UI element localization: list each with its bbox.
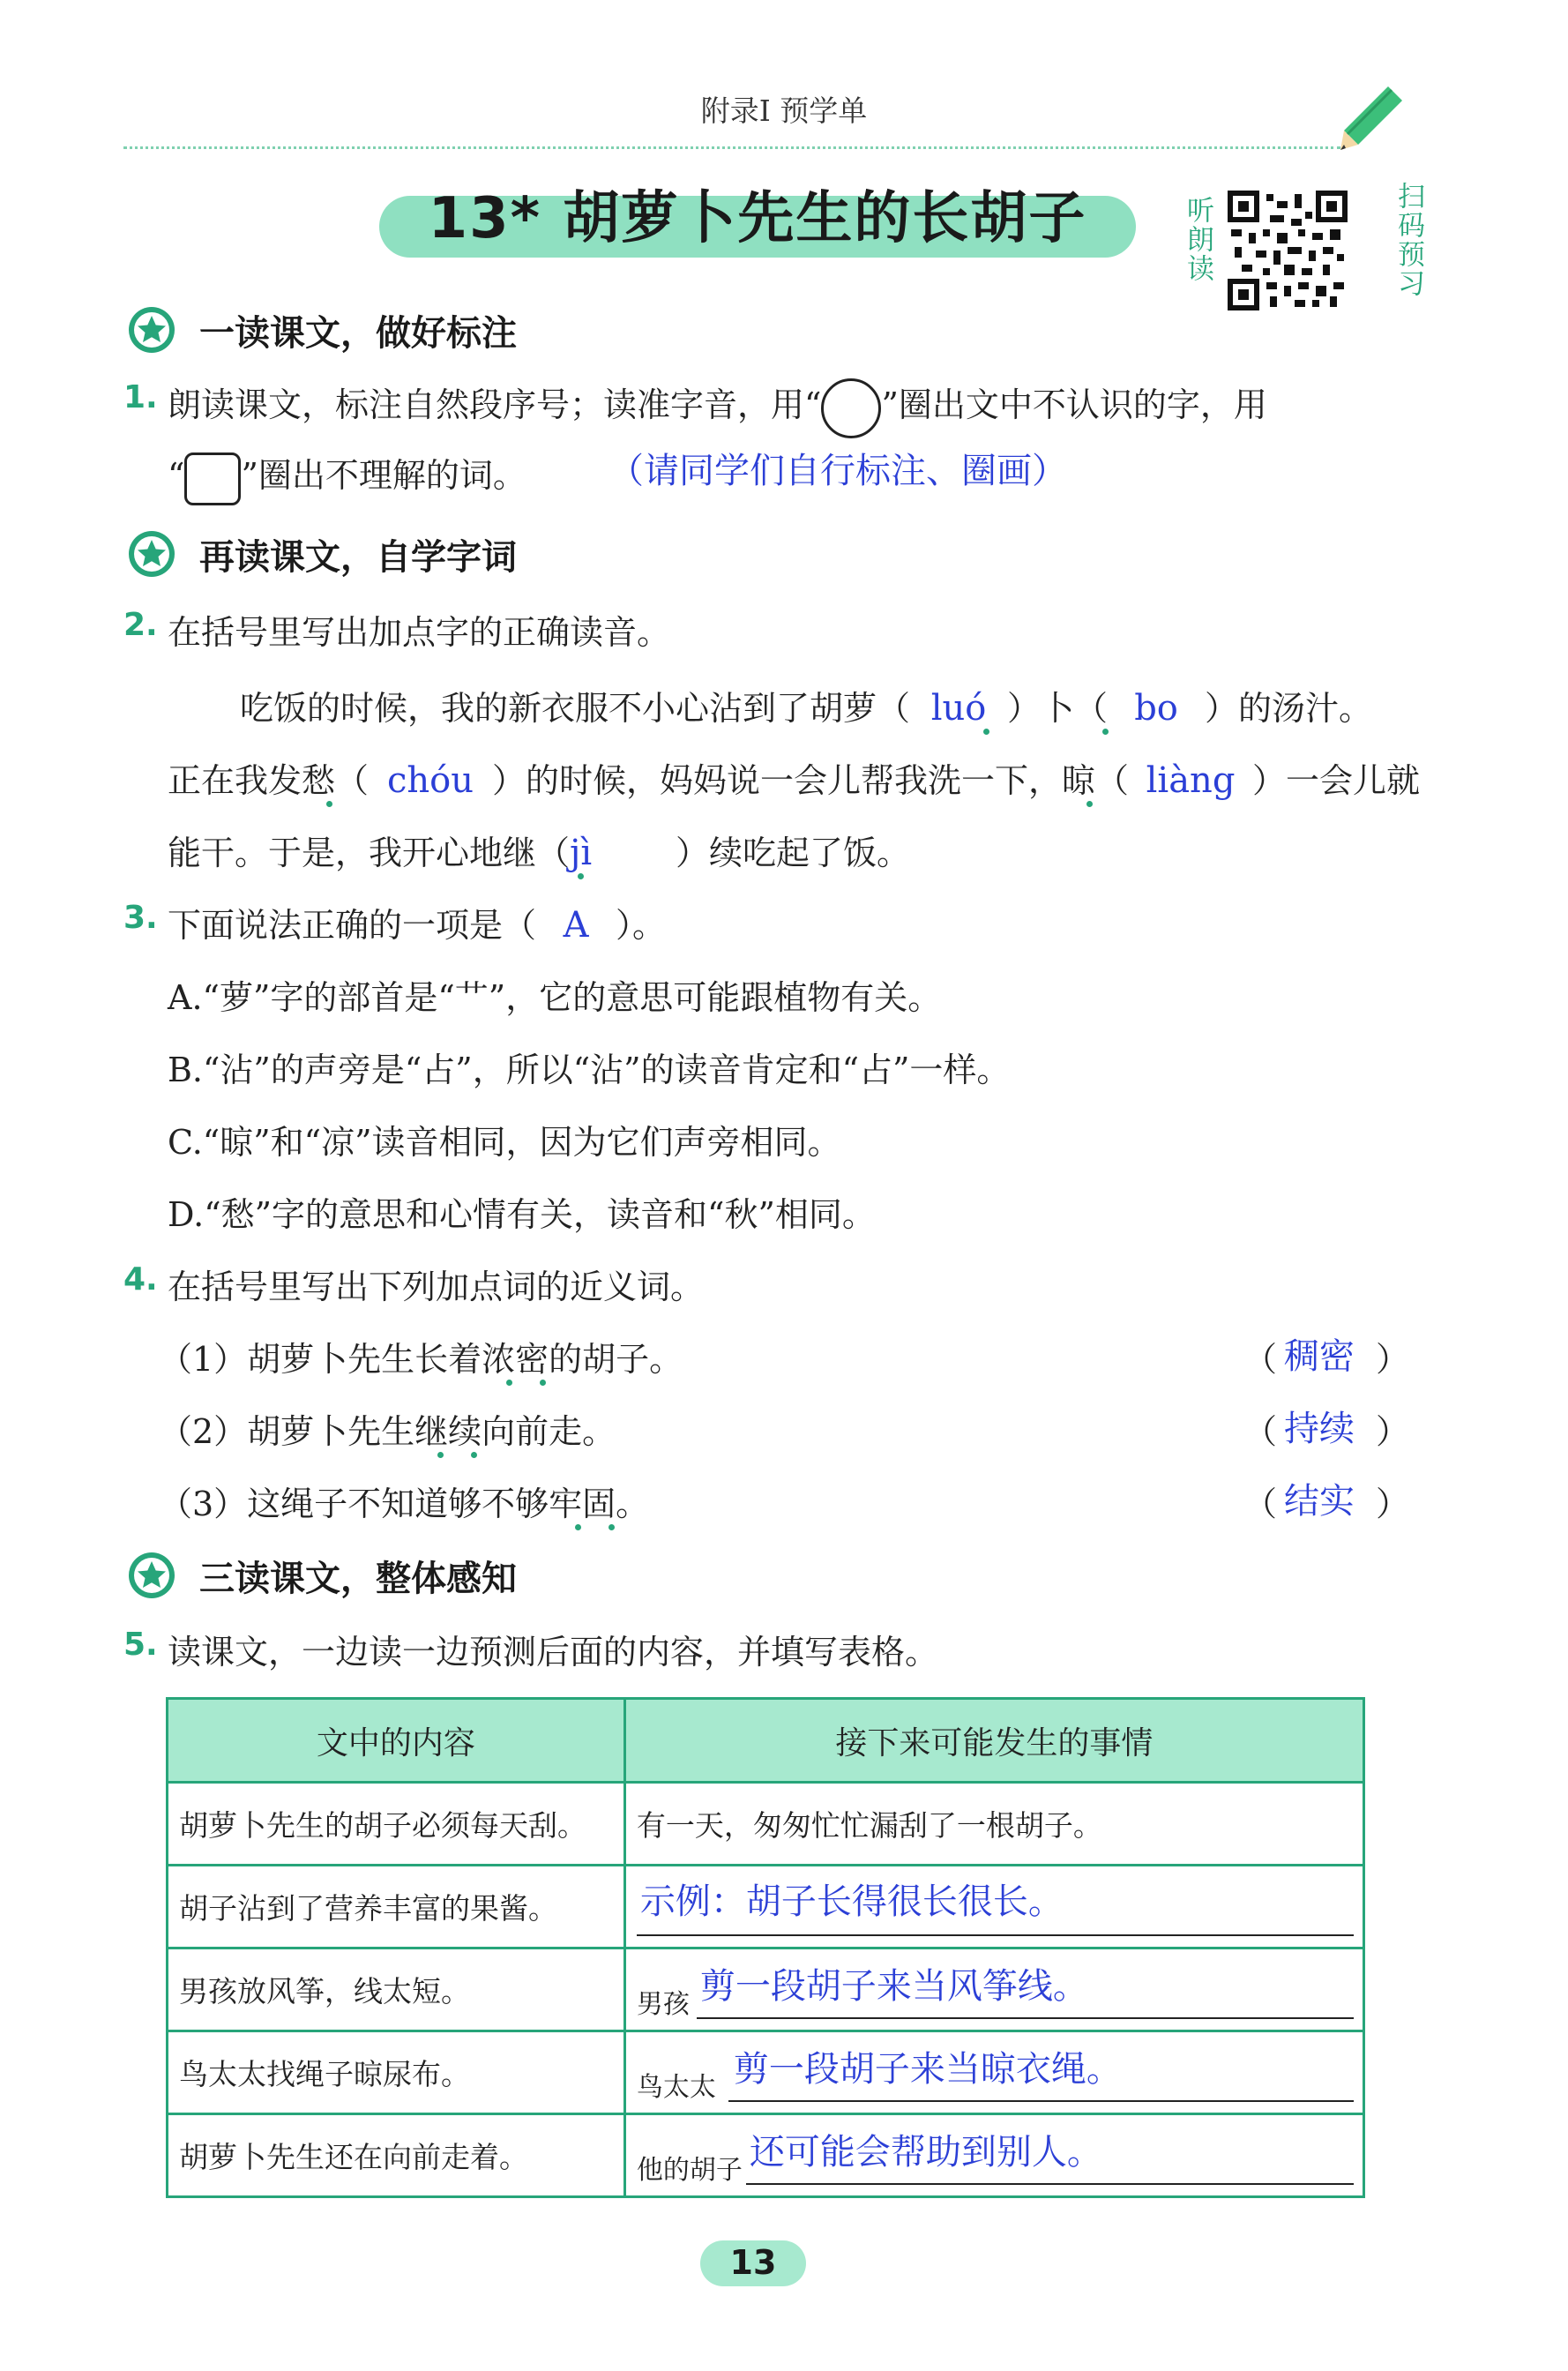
q3-prompt: 下面说法正确的一项是（ A ）。 (168, 905, 667, 946)
row-prefix: 男孩 (636, 1989, 690, 2020)
q4-item-3: （3）这绳子不知道够不够牢固。 (159, 1485, 650, 1523)
star-badge-icon (127, 1551, 176, 1600)
table-row (168, 2031, 1364, 2114)
q2-prompt: 在括号里写出加点字的正确读音。 (168, 613, 671, 652)
section-title-3: 三读课文，整体感知 (199, 1559, 517, 1599)
emphasis-dot (326, 801, 332, 807)
pencil-icon (1333, 81, 1406, 153)
q2-passage-line1: 吃饭的时候，我的新衣服不小心沾到了胡萝（ luó ）卜（ bo ）的汤汁。 (240, 688, 1373, 729)
emphasis-dot (609, 1524, 615, 1530)
row-content: 男孩放风筝，线太短。 (179, 1974, 470, 2008)
table-row (168, 2114, 1364, 2197)
header-divider (123, 146, 1340, 149)
table-header-row (168, 1699, 1364, 1783)
emphasis-dot (983, 729, 989, 735)
table-header-prediction: 接下来可能发生的事情 (624, 1699, 1363, 1783)
emphasis-dot (1102, 729, 1109, 735)
section-title-1: 一读课文，做好标注 (199, 313, 517, 354)
q4-item-2: （2）胡萝卜先生继续向前走。 (159, 1412, 616, 1451)
circle-symbol (821, 378, 881, 438)
q3-option-c: C.“晾”和“凉”读音相同，因为它们声旁相同。 (168, 1123, 841, 1162)
q1-line1: 朗读课文，标注自然段序号；读准字音，用“ ”圈出文中不认识的字，用 (168, 378, 1267, 438)
q4-bracket-open: （ (1243, 1340, 1278, 1379)
emphasis-dot (506, 1380, 512, 1386)
box-symbol (184, 453, 241, 505)
q4-bracket-open: （ (1243, 1485, 1278, 1523)
emphasis-dot (437, 1452, 444, 1458)
row-prefix: 他的胡子 (636, 2155, 743, 2186)
row-content: 胡子沾到了营养丰富的果酱。 (179, 1891, 557, 1926)
q3-option-d: D.“愁”字的意思和心情有关，读音和“秋”相同。 (168, 1195, 876, 1234)
q5-prompt: 读课文，一边读一边预测后面的内容，并填写表格。 (168, 1633, 939, 1672)
row-answer: 示例：胡子长得很长很长。 (639, 1881, 1064, 1922)
section-title-2: 再读课文，自学字词 (199, 537, 517, 578)
listen-read-label: 听朗读 (1182, 196, 1213, 283)
question-number-1: 1. (123, 379, 158, 415)
table-row (168, 1948, 1364, 2031)
page-number: 13 (729, 2243, 777, 2282)
row-content: 胡萝卜先生的胡子必须每天刮。 (179, 1808, 586, 1843)
q4-bracket-close: ） (1376, 1412, 1410, 1451)
row-answer: 还可能会帮助到别人。 (749, 2132, 1102, 2173)
emphasis-dot (578, 873, 584, 879)
q4-bracket-close: ） (1376, 1340, 1410, 1379)
q4-item-1: （1）胡萝卜先生长着浓密的胡子。 (159, 1340, 683, 1379)
answer-line (697, 2017, 1354, 2019)
row-content: 鸟太太找绳子晾尿布。 (179, 2057, 470, 2091)
q2-passage-line3: 能干。于是，我开心地继（jì ）续吃起了饭。 (168, 833, 911, 873)
answer-line (637, 1934, 1354, 1936)
row-content: 胡萝卜先生还在向前走着。 (179, 2140, 528, 2174)
emphasis-dot (540, 1380, 546, 1386)
answer-line (728, 2100, 1354, 2102)
row-prefix: 鸟太太 (636, 2072, 716, 2103)
lesson-title: 13* 胡萝卜先生的长胡子 (428, 186, 1087, 251)
q1-answer: （请同学们自行标注、圈画） (609, 451, 1067, 491)
qr-code-icon[interactable] (1228, 191, 1348, 310)
star-badge-icon (127, 529, 176, 579)
row-prediction: 有一天，匆匆忙忙漏刮了一根胡子。 (636, 1808, 1102, 1843)
row-answer: 剪一段胡子来当晾衣绳。 (733, 2049, 1122, 2090)
question-number-5: 5. (123, 1627, 158, 1663)
q1-line2: “ ”圈出不理解的词。 (168, 448, 526, 505)
q4-bracket-close: ） (1376, 1485, 1410, 1523)
question-number-4: 4. (123, 1261, 158, 1298)
row-answer: 剪一段胡子来当风筝线。 (699, 1966, 1088, 2007)
table-header-content: 文中的内容 (168, 1699, 625, 1783)
q4-prompt: 在括号里写出下列加点词的近义词。 (168, 1268, 705, 1306)
prediction-table (166, 1697, 1365, 2198)
q4-answer-2: 持续 (1284, 1409, 1355, 1449)
emphasis-dot (1086, 801, 1093, 807)
table-row (168, 1783, 1364, 1866)
q4-bracket-open: （ (1243, 1412, 1278, 1451)
q3-option-b: B.“沾”的声旁是“占”，所以“沾”的读音肯定和“占”一样。 (168, 1051, 1011, 1089)
emphasis-dot (575, 1524, 581, 1530)
star-badge-icon (127, 305, 176, 355)
emphasis-dot (471, 1452, 477, 1458)
q3-option-a: A.“萝”字的部首是“艹”，它的意思可能跟植物有关。 (168, 978, 942, 1017)
q2-passage-line2: 正在我发愁（ chóu ）的时候，妈妈说一会儿帮我洗一下，晾（ liàng ）一会儿就 (168, 760, 1421, 801)
question-number-3: 3. (123, 900, 158, 936)
question-number-2: 2. (123, 607, 158, 643)
page-header: 附录Ⅰ 预学单 (700, 93, 868, 128)
answer-line (746, 2183, 1354, 2185)
q4-answer-1: 稠密 (1284, 1336, 1355, 1377)
scan-preview-label: 扫码预习 (1393, 182, 1424, 298)
q4-answer-3: 结实 (1284, 1481, 1355, 1522)
table-row (168, 1866, 1364, 1948)
